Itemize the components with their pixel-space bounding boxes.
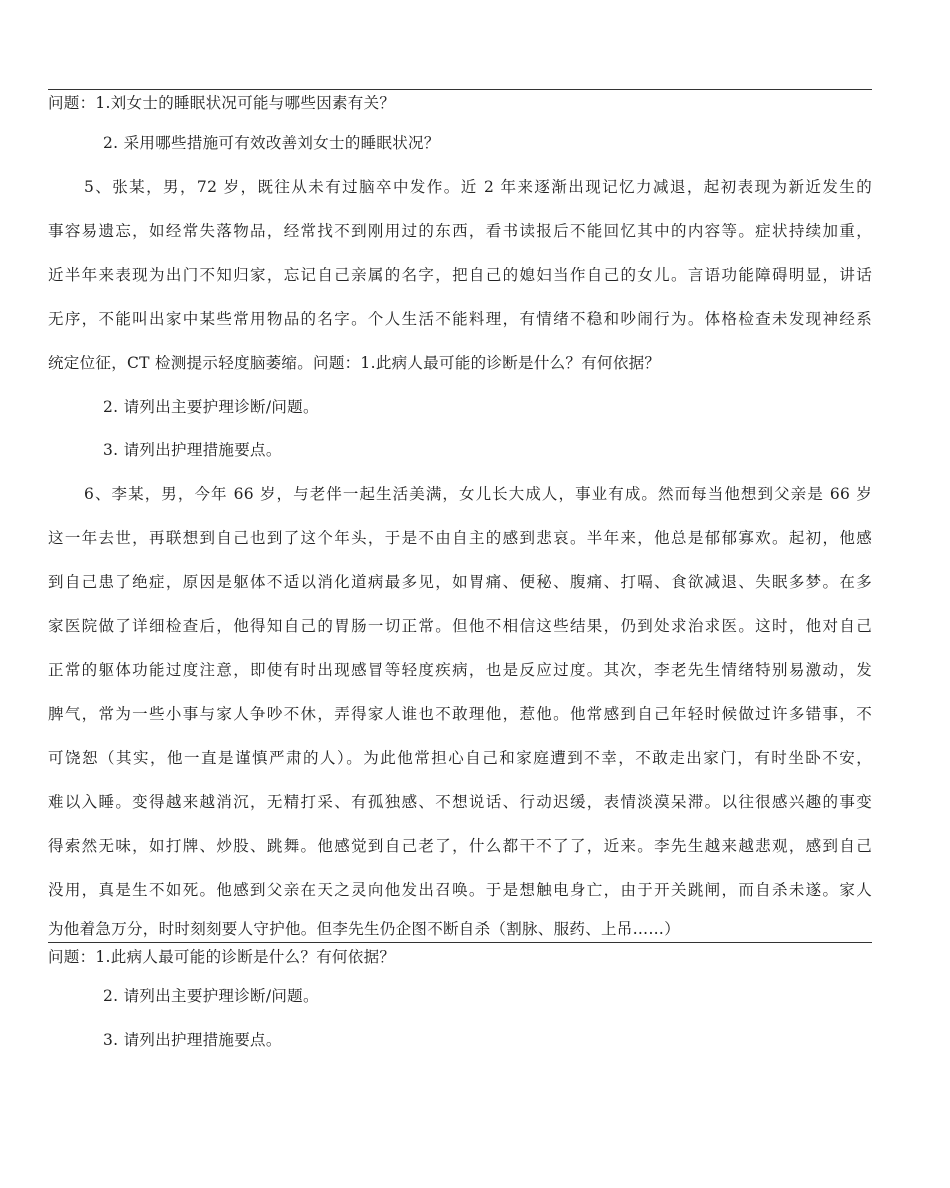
case6-line: 没用，真是生不如死。他感到父亲在天之灵向他发出召唤。于是想触电身亡，由于开关跳闸，而自杀未遂。家人 (48, 881, 872, 899)
case6-line: 正常的躯体功能过度注意，即使有时出现感冒等轻度疾病，也是反应过度。其次，李老先生情绪特别易激动，发 (48, 661, 872, 679)
case6-question-3: 3. 请列出护理措施要点。 (103, 1031, 282, 1049)
case6-question-2: 2. 请列出主要护理诊断/问题。 (103, 987, 319, 1005)
question-2: 2. 采用哪些措施可有效改善刘女士的睡眠状况？ (103, 134, 440, 152)
case6-line: 可饶恕（其实，他一直是谨慎严肃的人）。为此他常担心自己和家庭遭到不幸，不敢走出家门，有时坐卧不安， (48, 749, 872, 767)
case6-line: 得索然无味，如打牌、炒股、跳舞。他感觉到自己老了，什么都干不了了，近来。李先生越来越悲观，感到自己 (48, 837, 872, 855)
case6-line: 6、李某，男，今年 66 岁，与老伴一起生活美满，女儿长大成人，事业有成。然而每当他想到父亲是 66 岁 (84, 485, 872, 503)
middle-rule (48, 942, 872, 943)
case5-line: 无序，不能叫出家中某些常用物品的名字。个人生活不能料理，有情绪不稳和吵闹行为。体格检查未发现神经系 (48, 310, 872, 328)
case6-line: 到自己患了绝症，原因是躯体不适以消化道病最多见，如胃痛、便秘、腹痛、打嗝、食欲减退、失眠多梦。在多 (48, 573, 872, 591)
case6-line: 这一年去世，再联想到自己也到了这个年头，于是不由自主的感到悲哀。半年来，他总是郁郁寡欢。起初，他感 (48, 529, 872, 547)
case6-line: 脾气，常为一些小事与家人争吵不休，弄得家人谁也不敢理他，惹他。他常感到自己年轻时候做过许多错事，不 (48, 705, 872, 723)
case6-line: 家医院做了详细检查后，他得知自己的胃肠一切正常。但他不相信这些结果，仍到处求治求医。这时，他对自己 (48, 617, 872, 635)
case5-question-2: 2. 请列出主要护理诊断/问题。 (103, 398, 319, 416)
case6-line: 难以入睡。变得越来越消沉，无精打采、有孤独感、不想说话、行动迟缓，表情淡漠呆滞。以往很感兴趣的事变 (48, 793, 872, 811)
case5-line: 5、张某，男，72 岁，既往从未有过脑卒中发作。近 2 年来逐渐出现记忆力减退，起初表现为新近发生的 (84, 178, 872, 196)
question-1: 问题：1.刘女士的睡眠状况可能与哪些因素有关？ (48, 94, 396, 112)
case6-line: 为他着急万分，时时刻刻要人守护他。但李先生仍企图不断自杀（割脉、服药、上吊……） (48, 920, 681, 938)
case5-line: 近半年来表现为出门不知归家，忘记自己亲属的名字，把自己的媳妇当作自己的女儿。言语功能障碍明显，讲话 (48, 266, 872, 284)
case5-question-3: 3. 请列出护理措施要点。 (103, 441, 282, 459)
case5-line: 事容易遗忘，如经常失落物品，经常找不到刚用过的东西，看书读报后不能回忆其中的内容等。症状持续加重， (48, 222, 872, 240)
case5-line: 统定位征，CT 检测提示轻度脑萎缩。问题：1.此病人最可能的诊断是什么？有何依据？ (48, 354, 661, 372)
case6-question-1: 问题：1.此病人最可能的诊断是什么？有何依据？ (48, 948, 396, 966)
top-rule (48, 89, 872, 90)
